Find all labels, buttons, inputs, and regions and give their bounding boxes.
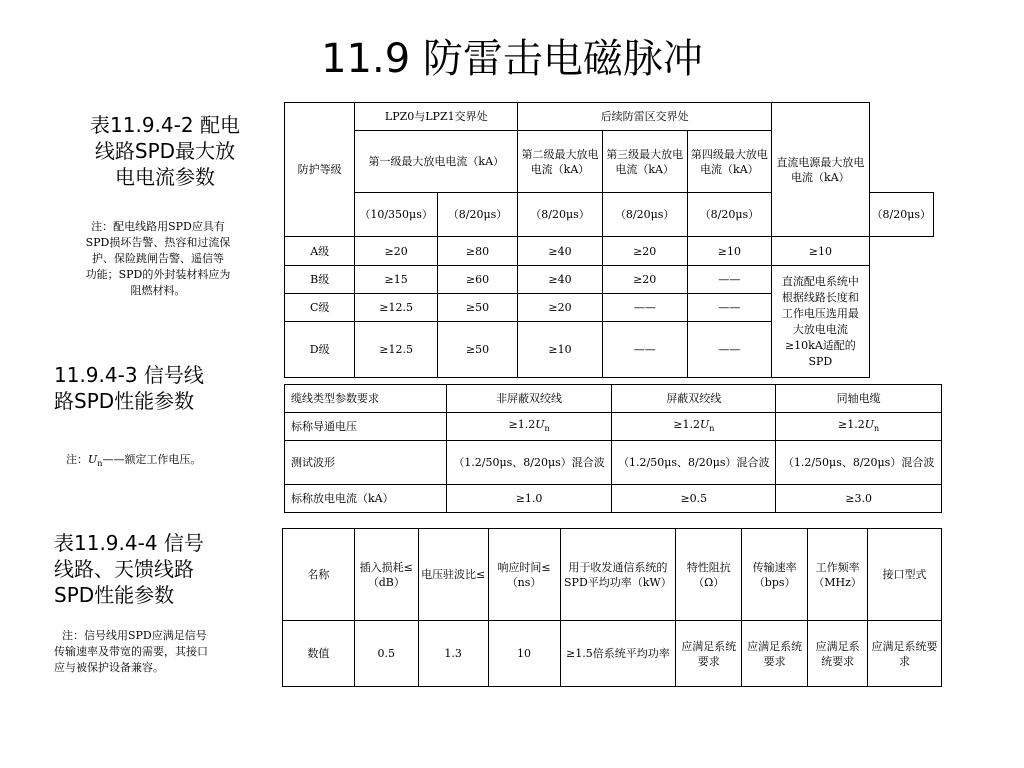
waveform-cell: （8/20μs） — [687, 193, 772, 237]
header-dc-max: 直流电源最大放电电流（kA） — [772, 103, 869, 237]
table-row — [285, 485, 942, 513]
page-title: 11.9 防雷击电磁脉冲 — [321, 36, 703, 82]
row-label: 测试波形 — [285, 441, 447, 485]
value-cell: ≥20 — [518, 294, 603, 322]
table1-caption-line: 线路SPD最大放 — [94, 139, 236, 163]
header-average-power: 用于收发通信系统的SPD平均功率（kW） — [560, 529, 676, 621]
distribution-spd-table — [284, 102, 934, 378]
note-line: 注：配电线路用SPD应具有 — [91, 220, 225, 233]
header-third-level: 第三级最大放电电流（kA） — [602, 131, 687, 193]
header-fourth-level: 第四级最大放电电流（kA） — [687, 131, 772, 193]
note-suffix: ——额定工作电压。 — [102, 453, 202, 466]
table2-caption — [54, 362, 254, 414]
waveform-cell: （8/20μs） — [518, 193, 603, 237]
value-cell: 1.3 — [418, 621, 488, 687]
value-cell: —— — [602, 294, 687, 322]
note-line: SPD损坏告警、热容和过流保 — [85, 236, 231, 249]
antenna-spd-table — [282, 528, 942, 687]
table-row — [285, 413, 942, 441]
note-line: 注：信号线用SPD应满足信号 — [62, 629, 207, 642]
header-name: 名称 — [283, 529, 355, 621]
value-cell: ≥1.5倍系统平均功率 — [560, 621, 676, 687]
value-cell: ≥20 — [602, 266, 687, 294]
note-line: 阻燃材料。 — [130, 284, 186, 297]
table2-caption-line: 路SPD性能参数 — [54, 389, 195, 413]
header-impedance: 特性阻抗（Ω） — [676, 529, 742, 621]
table-row — [283, 621, 942, 687]
value-cell: —— — [602, 322, 687, 378]
value-cell: ≥10 — [687, 237, 772, 266]
value-cell: ≥12.5 — [355, 294, 438, 322]
table-row — [285, 441, 942, 485]
level-cell: D级 — [285, 322, 355, 378]
value-cell: ≥50 — [437, 294, 517, 322]
level-cell: A级 — [285, 237, 355, 266]
table-row — [285, 266, 934, 294]
value-cell: ≥20 — [602, 237, 687, 266]
table1-caption — [60, 112, 270, 190]
value-cell: —— — [687, 294, 772, 322]
value-prefix: ≥1.2 — [673, 417, 700, 431]
value-cell: ≥15 — [355, 266, 438, 294]
table2-note — [66, 452, 266, 472]
table3-caption-line: 线路、天馈线路 — [54, 557, 194, 581]
header-frequency: 工作频率（MHz） — [808, 529, 868, 621]
row-label: 标称导通电压 — [285, 413, 447, 441]
header-second-level: 第二级最大放电电流（kA） — [518, 131, 603, 193]
value-symbol: U — [864, 417, 875, 431]
value-cell: 0.5 — [354, 621, 418, 687]
value-cell: （1.2/50μs、8/20μs）混合波 — [446, 441, 612, 485]
value-cell: 应满足系统要求 — [742, 621, 808, 687]
value-symbol: U — [699, 417, 710, 431]
value-cell: —— — [687, 266, 772, 294]
value-symbol: U — [535, 417, 545, 431]
table3-caption-line: 表11.9.4-4 信号 — [54, 531, 204, 555]
value-cell — [612, 413, 776, 441]
value-cell: ≥12.5 — [355, 322, 438, 378]
value-cell: ≥40 — [518, 266, 603, 294]
value-cell: ≥80 — [437, 237, 517, 266]
note-symbol: U — [88, 453, 98, 466]
note-line: 传输速率及带宽的需要，其接口 — [54, 645, 208, 658]
value-cell: 应满足系统要求 — [868, 621, 942, 687]
header-interface: 接口型式 — [868, 529, 942, 621]
value-cell: 应满足系统要求 — [808, 621, 868, 687]
table3-caption — [54, 530, 264, 608]
table3-note — [54, 628, 264, 676]
table1-note — [58, 219, 258, 299]
value-cell: ≥10 — [518, 322, 603, 378]
table1-caption-line: 表11.9.4-2 配电 — [90, 113, 240, 137]
value-subscript: n — [709, 424, 715, 434]
header-transfer-rate: 传输速率（bps） — [742, 529, 808, 621]
value-cell: 10 — [488, 621, 560, 687]
value-cell: ≥40 — [518, 237, 603, 266]
value-cell: ≥20 — [355, 237, 438, 266]
signal-spd-table — [284, 384, 942, 513]
header-utp: 非屏蔽双绞线 — [446, 385, 612, 413]
table2-caption-line: 11.9.4-3 信号线 — [54, 363, 204, 387]
level-cell: B级 — [285, 266, 355, 294]
value-cell: ≥0.5 — [612, 485, 776, 513]
value-cell — [446, 413, 612, 441]
waveform-cell: （8/20μs） — [602, 193, 687, 237]
header-response-time: 响应时间≤（ns） — [488, 529, 560, 621]
level-cell: C级 — [285, 294, 355, 322]
header-follow-zone: 后续防雷区交界处 — [518, 103, 772, 131]
header-vswr: 电压驻波比≤ — [418, 529, 488, 621]
note-line: 应与被保护设备兼容。 — [54, 661, 164, 674]
value-cell: （1.2/50μs、8/20μs）混合波 — [612, 441, 776, 485]
header-coax: 同轴电缆 — [776, 385, 942, 413]
header-protection-level: 防护等级 — [285, 103, 355, 237]
value-cell: ≥1.0 — [446, 485, 612, 513]
header-param: 缆线类型参数要求 — [285, 385, 447, 413]
value-subscript: n — [544, 424, 550, 434]
table-row — [285, 237, 934, 266]
waveform-cell: （8/20μs） — [437, 193, 517, 237]
note-prefix: 注： — [66, 453, 88, 466]
header-lpz: LPZ0与LPZ1交界处 — [355, 103, 518, 131]
note-line: 功能；SPD的外封装材料应为 — [85, 268, 231, 281]
header-insertion-loss: 插入损耗≤（dB） — [354, 529, 418, 621]
value-subscript: n — [874, 424, 880, 434]
table1-caption-line: 电电流参数 — [115, 165, 215, 189]
note-line: 护、保险跳闸告警、遥信等 — [92, 252, 224, 265]
value-cell — [776, 413, 942, 441]
value-cell: —— — [687, 322, 772, 378]
dc-note-cell: 直流配电系统中根据线路长度和工作电压选用最大放电电流≥10kA适配的SPD — [772, 266, 869, 378]
waveform-cell: （10/350μs） — [355, 193, 438, 237]
row-label: 标称放电电流（kA） — [285, 485, 447, 513]
value-cell: 应满足系统要求 — [676, 621, 742, 687]
value-cell: 数值 — [283, 621, 355, 687]
value-prefix: ≥1.2 — [508, 417, 536, 431]
value-cell: ≥50 — [437, 322, 517, 378]
value-cell: （1.2/50μs、8/20μs）混合波 — [776, 441, 942, 485]
header-stp: 屏蔽双绞线 — [612, 385, 776, 413]
value-cell: ≥3.0 — [776, 485, 942, 513]
value-cell: ≥10 — [772, 237, 869, 266]
header-first-level: 第一级最大放电电流（kA） — [355, 131, 518, 193]
waveform-cell: （8/20μs） — [869, 193, 934, 237]
value-cell: ≥60 — [437, 266, 517, 294]
value-prefix: ≥1.2 — [838, 417, 865, 431]
table3-caption-line: SPD性能参数 — [54, 583, 175, 607]
note-subscript: n — [97, 459, 103, 469]
